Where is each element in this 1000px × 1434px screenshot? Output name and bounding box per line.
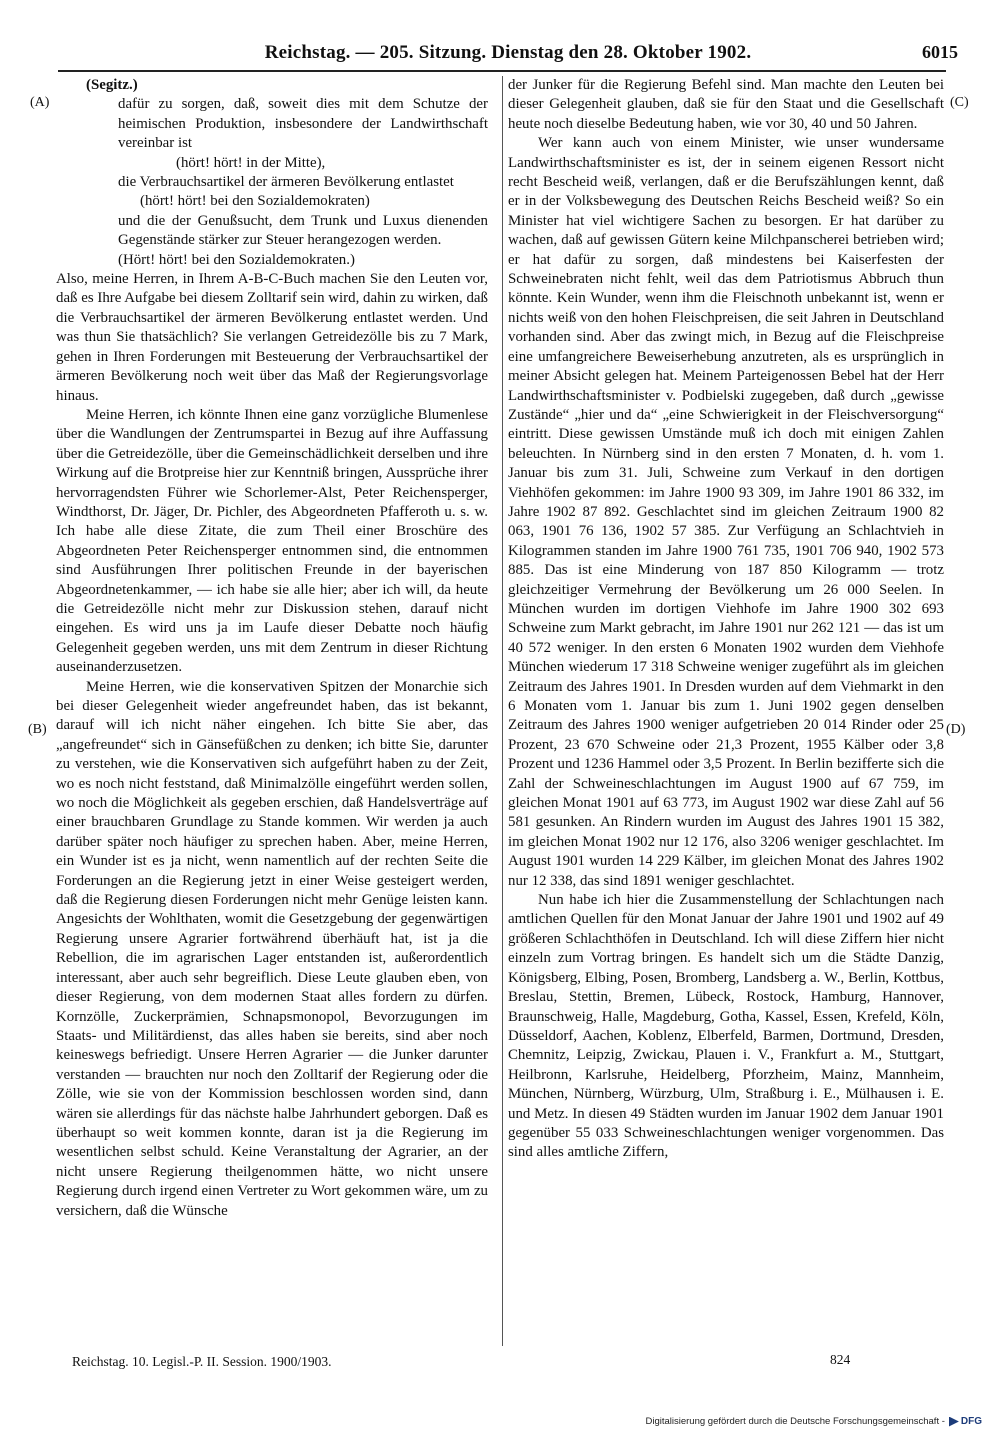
paragraph: Nun habe ich hier die Zusammenstellung der Schlachtungen nach amtlichen Quellen für den Monat Januar der Jahre 1901 und 1902 auf 49 größeren Schlachthöfen in Deutschland. Ich will diese Ziffern hier nicht einzeln zum Vortrag bringen. Es handelt sich um die Städte Danzig, Königsberg, Elbing, Posen, Bromberg, Landsberg a. W., Berlin, Kottbus, Breslau, Stettin, Bremen, Lübeck, Rostock, Hamburg, Hannover, Braunschweig, Halle, Magdeburg, Gotha, Kassel, Essen, Krefeld, Köln, Düsseldorf, Aachen, Koblenz, Elberfeld, Barmen, Dortmund, Dresden, Chemnitz, Leipzig, Zwickau, Plauen i. V., Frankfurt a. M., Stuttgart, Heilbronn, Karlsruhe, Heidelberg, Pforzheim, Mainz, Mannheim, München, Nürnberg, Würzburg, Ulm, Straßburg i. E., Mülhausen i. E. und Metz. In diesen 49 Städten wurden im Januar 1902 dem Januar 1901 gegenüber 55 033 Schweineschlachtungen weniger vorgenommen. Das sind alles amtliche Ziffern, (508, 892, 944, 1161)
page-number: 6015 (922, 42, 958, 62)
dfg-logo-text: DFG (960, 1416, 982, 1427)
paragraph: und die der Genußsucht, dem Trunk und Luxus dienenden Gegenstände stärker zur Steuer herangezogen werden. (118, 212, 488, 249)
paragraph: dafür zu sorgen, daß, soweit dies mit dem Schutze der heimischen Produktion, insbesondere der Landwirthschaft vereinbar ist (118, 96, 488, 152)
speaker-continued: (Segitz.) (86, 77, 138, 93)
dfg-logo-icon (949, 1417, 959, 1427)
margin-marker-a: (A) (30, 95, 50, 110)
interjection: (hört! hört! in der Mitte), (176, 154, 326, 171)
footer-sheet-number: 824 (830, 1352, 851, 1367)
running-title: Reichstag. — 205. Sitzung. Dienstag den 28. Oktober 1902. (264, 42, 752, 63)
page-header (58, 42, 958, 68)
paragraph: die Verbrauchsartikel der ärmeren Bevölkerung entlastet (118, 174, 454, 191)
margin-marker-c: (C) (950, 95, 969, 110)
margin-marker-d: (D) (946, 722, 966, 737)
header-rule (58, 70, 946, 72)
paragraph: Meine Herren, ich könnte Ihnen eine ganz vorzügliche Blumenlese über die Wandlungen der Zentrumspartei in Bezug auf ihre Auffassung über die Getreidezölle, über die Gemeinschädlichkeit derselben und ihre Wirkung auf die Brotpreise hier zur Kenntniß bringen, Aussprüche ihrer hervorragendsten Führer wie Schorlemer-Alst, Peter Reichensperger, Windthorst, Dr. Jäger, Dr. Pichler, des Abgeordneten Pfafferoth u. s. w. Ich habe alle diese Zitate, die zum Theil einer Broschüre des Abgeordneten Peter Reichensperger entnommen sind, die entnommen sind Ausführungen Ihrer politischen Freunde in der bayerischen Abgeordnetenkammer, — ich habe sie alle hier; aber ich will, da heute die Getreidezölle nicht mehr zur Diskussion stehen, darauf nicht eingehen. Es wird uns ja im Laufe dieser Debatte noch häufig Gelegenheit gegeben werden, uns mit dem Zentrum in dieser Richtung auseinanderzusetzen. (56, 406, 488, 676)
paragraph: Wer kann auch von einem Minister, wie unser wundersame Landwirthschaftsminister es ist, der in seinem eigenen Ressort nicht recht Bescheid weiß, verlangen, daß er die Berufszählungen kennt, daß er in der Volksbewegung des Deutschen Reichs Bescheid weiß? So ein Minister hat viel wichtigere Sachen zu besorgen. Er hat darüber zu wachen, daß auf gewissen Gütern keine Milchpanscherei betrieben wird; er hat dafür zu sorgen, daß mindestens bei Kaiserfesten der Schweinebraten nicht fehlt, weil das dem Patriotismus Abbruch thun könnte. Kein Wunder, wenn ihm die Fleischnoth unbekannt ist, wenn er nichts weiß von den hohen Fleischpreisen, die seit Jahren in Deutschland vorhanden sind. Aber das zwingt mich, in Bezug auf die Fleischpreise eine umfangreichere Beweiserhebung anzutreten, als es ursprünglich in meiner Absicht gelegen hat. Meinem Parteigenossen Bebel hat der Herr Landwirthschaftsminister v. Podbielski zugegeben, daß durch „gewisse Zustände“ „hier und da“ „eine Schwierigkeit in der Fleischversorgung“ eintritt. Diese gewissen Umstände muß ich doch mit einigen Zahlen beleuchten. In Nürnberg sind in den ersten 7 Monaten, d. h. vom 1. Januar bis zum 31. Juli, Schweine zum Verkauf in den dortigen Viehhöfen gekommen: im Jahre 1900 93 309, im Jahre 1901 86 332, im Jahre 1902 87 892. Geschlachtet sind im gleichen Zeitraum 1900 82 063, 1901 76 136, 1902 57 385. Zur Verfügung an Schlachtvieh in Kilogrammen standen im Jahre 1900 761 735, 1901 706 940, 1902 573 885. Das ist eine Minderung von 187 850 Kilogramm — trotz gleichzeitiger Vermehrung der Bevölkerung um 26 000 Seelen. In München wurden im dortigen Viehhofe im Jahre 1900 302 693 Schweine zum Markt gebracht, im Jahre 1901 nur 262 121 — das ist um 40 572 weniger. In den ersten 6 Monaten 1902 wurden dem Viehhofe München wiederum 17 318 Schweine weniger zugeführt als im gleichen Zeitraum des Jahres 1901. In Dresden wurden auf dem Viehmarkt in den 6 Monaten vom 1. Januar bis zum 1. Juni 1902 gegen denselben Zeitraum des Jahres 1900 weniger aufgetrieben 20 014 Rinder oder 25 Prozent, 23 670 Schweine oder 21,3 Prozent, 1955 Kälber oder 3,8 Prozent und 1236 Hammel oder 3,5 Prozent. In Berlin bezifferte sich die Zahl der Schweineschlachtungen im August 1900 auf 67 759, im gleichen Monat 1901 auf 63 773, im August 1902 war diese Zahl auf 56 581 gesunken. An Rindern wurden im August des Jahres 1901 15 382, im gleichen Monat 1902 nur 12 176, also 3206 weniger geschlachtet. Im August 1901 wurden 14 229 Kälber, im gleichen Monat des Jahres 1902 nur 12 338, das sind 1891 weniger geschlachtet. (508, 135, 944, 889)
dfg-logo (949, 1416, 982, 1427)
paragraph: Meine Herren, wie die konservativen Spitzen der Monarchie sich bei dieser Gelegenheit wieder angefreundet haben, das ist bekannt, darauf will ich nicht näher eingehen. Ich bitte Sie aber, das „angefreundet“ sich in Gänsefüßchen zu denken; ich bitte Sie, darunter zu verstehen, wie die Konservativen sich aufgeführt haben zu der Zeit, wo es noch nicht feststand, daß Minimalzölle eingeführt werden sollen, wo noch die Möglichkeit als gegeben erschien, daß Handelsverträge auf einer brauchbaren Grundlage zu Stande kommen. Wir werden ja auch darüber später noch häufiger zu sprechen haben. Aber, meine Herren, ein Wunder ist es ja nicht, wenn namentlich auf der rechten Seite die Forderungen an die Regierung jetzt in einer Weise gesteigert werden, daß die Regierung diesen Forderungen nicht mehr Genüge leisten kann. Angesichts der Wohlthaten, womit die Gesetzgebung der gegenwärtigen Regierung unsere Agrarier fortwährend überhäuft hat, ist ja die Rebellion, die im agrarischen Lager entstanden ist, außerordentlich interessant, aber auch sehr begreiflich. Diese Leute glauben eben, von dieser Regierung, von dem modernen Staat alles fordern zu dürfen. Kornzölle, Zuckerprämien, Schnapsmonopol, Bevorzugungen im Staats- und Militärdienst, das alles haben sie bereits, sind aber noch keineswegs befriedigt. Unsere Herren Agrarier — die Junker darunter verstanden — brauchten nur noch den Zolltarif der Regierung oder die Zölle, wie sie von der Kommission beschlossen worden sind, dann wären sie allerdings für das nächste halbe Jahrhundert geborgen. Daß es überhaupt so weit kommen konnte, daran ist ja die Regierung im wesentlichen selbst schuld. Keine Veranstaltung der Agrarier, an der nicht unsere Regierung theilgenommen hätte, wo nicht unsere Regierung durch irgend einen Vertreter zu Wort gekommen wäre, um zu versichern, daß die Wünsche (56, 678, 488, 1219)
right-column (508, 76, 944, 1163)
digitization-credit (645, 1416, 982, 1427)
margin-marker-b: (B) (28, 722, 47, 737)
interjection: (hört! hört! bei den Sozialdemokraten) (140, 193, 370, 210)
paragraph: der Junker für die Regierung Befehl sind. Man machte den Leuten bei dieser Gelegenheit glauben, daß sie für den Staat und die Gesellschaft heute noch dieselbe Bedeutung haben, wie vor 30, 40 und 50 Jahren. (508, 77, 944, 132)
column-divider (502, 76, 503, 1346)
left-column (56, 76, 488, 1221)
interjection: (Hört! hört! bei den Sozialdemokraten.) (118, 251, 355, 268)
paragraph: Also, meine Herren, in Ihrem A-B-C-Buch machen Sie den Leuten vor, daß es Ihre Aufgabe bei diesem Zolltarif sein wird, dahin zu wirken, daß die Verbrauchsartikel der ärmeren Bevölkerung entlastet werden. Und was thun Sie thatsächlich? Sie verlangen Getreidezölle bis zu 7 Mark, gehen in Ihren Forderungen mit Besteuerung der Verbrauchsartikel der ärmeren Bevölkerung noch weit über das Maß der Regierungsvorlage hinaus. (56, 271, 488, 404)
footer-session-info: Reichstag. 10. Legisl.-P. II. Session. 1900/1903. (72, 1354, 332, 1369)
credit-text: Digitalisierung gefördert durch die Deutsche Forschungsgemeinschaft - (645, 1416, 945, 1427)
